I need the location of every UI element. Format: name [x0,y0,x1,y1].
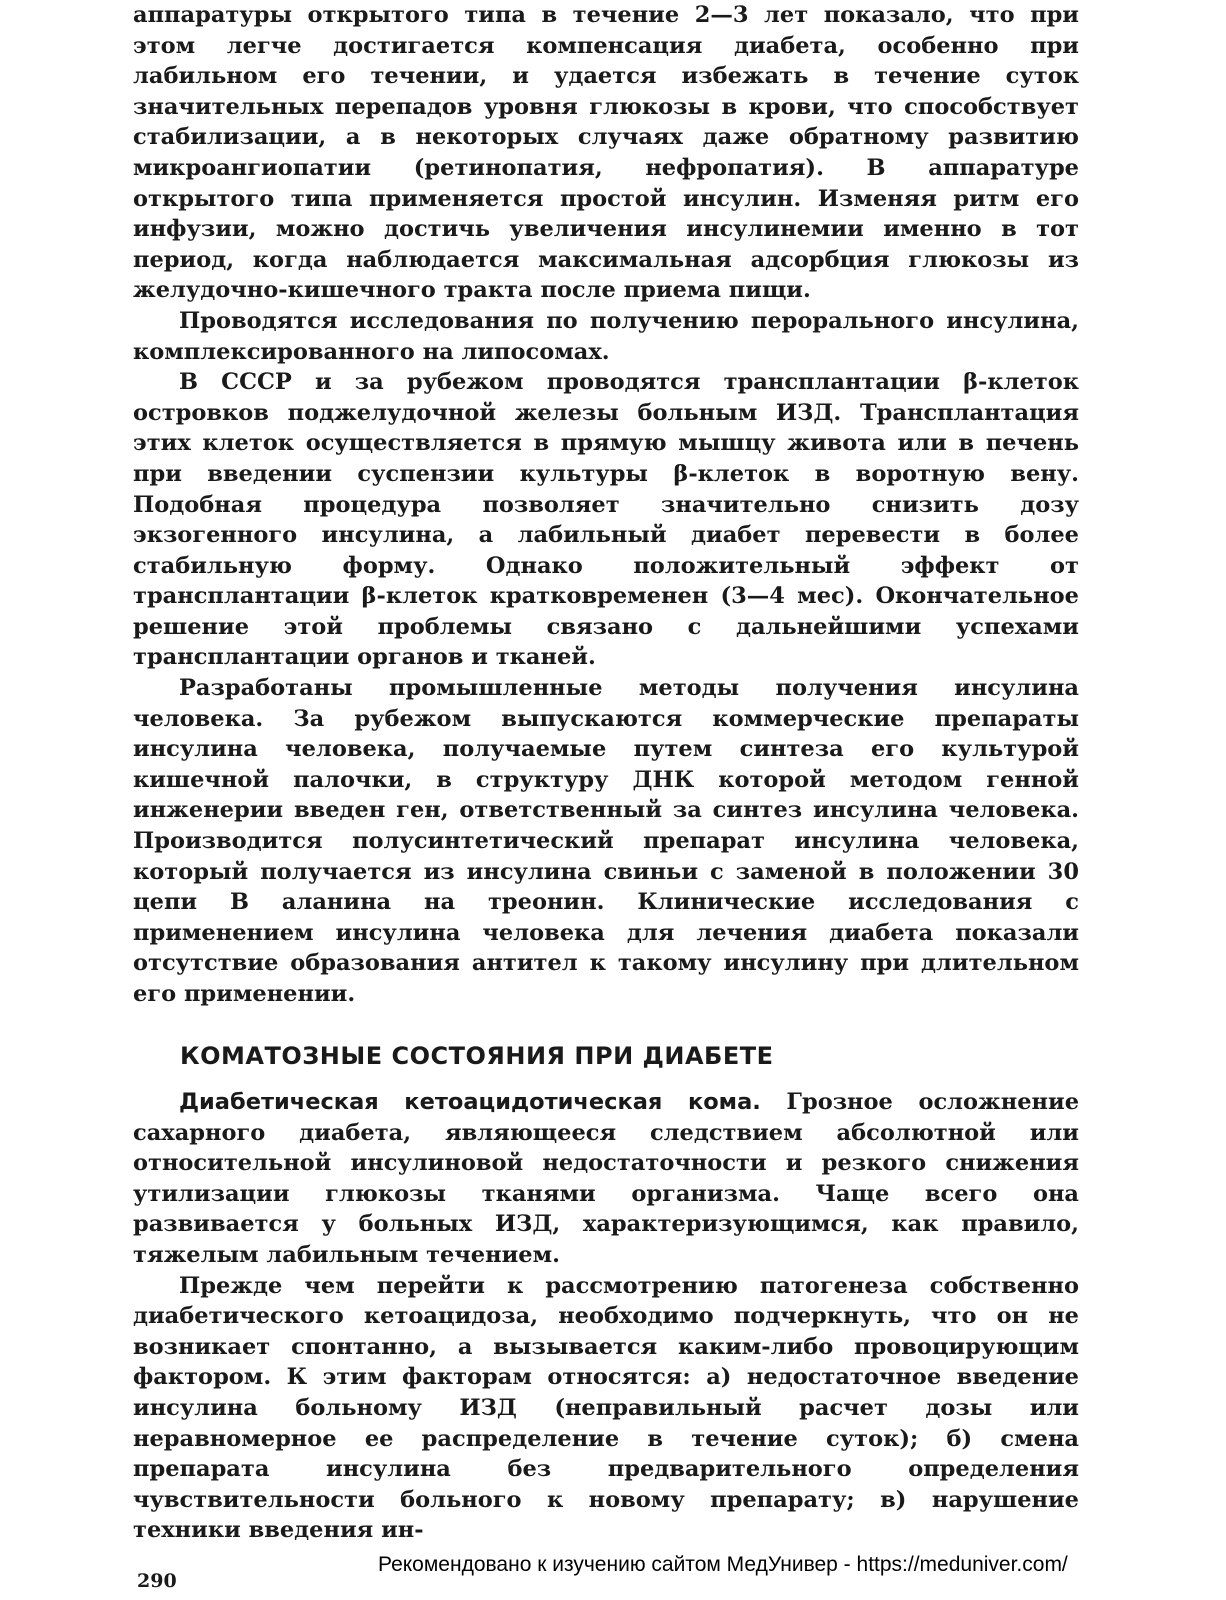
body-text-bottom [133,1087,1079,1546]
paragraph-transplantation: В СССР и за рубежом проводятся трансплантации β-клеток островков поджелудочной железы больным ИЗД. Трансплантация этих клеток осуществляется в прямую мышцу живота или в печень при введении суспензии культуры β-клеток в воротную вену. Подобная процедура позволяет значительно снизить дозу экзогенного инсулина, а лабильный диабет перевести в более стабильную форму. Однако положительный эффект от трансплантации β-клеток кратковременен (3—4 мес). Окончательное решение этой проблемы связано с дальнейшими успехами трансплантации органов и тканей. [133,369,1079,671]
page-number: 290 [137,1570,177,1592]
paragraph-provoking-factors: Прежде чем перейти к рассмотрению патогенеза собственно диабетического кетоацидоза, необходимо подчеркнуть, что он не возникает спонтанно, а вызывается каким-либо провоцирующим фактором. К этим факторам относятся: а) недостаточное введение инсулина больному ИЗД (неправильный расчет дозы или неравномерное ее распределение в течение суток); б) смена препарата инсулина без предварительного определения чувствительности больного к новому препарату; в) нарушение техники введения ин- [133,1272,1079,1544]
paragraph-ketoacidotic-coma [133,1087,1079,1271]
body-text-top [133,0,1079,1010]
paragraph-human-insulin: Разработаны промышленные методы получения инсулина человека. За рубежом выпускаются коммерческие препараты инсулина человека, получаемые путем синтеза его культурой кишечной палочки, в структуру ДНК которой методом генной инженерии введен ген, ответственный за синтез инсулина человека. Производится полусинтетический препарат инсулина человека, который получается из инсулина свиньи с заменой в положении 30 цепи В аланина на треонин. Клинические исследования с применением инсулина человека для лечения диабета показали отсутствие образования антител к такому инсулину при длительном его применении. [133,675,1079,1007]
paragraph-continued: аппаратуры открытого типа в течение 2—3 лет показало, что при этом легче достигается компенсация диабета, особенно при лабильном его течении, и удается избежать в течение суток значительных перепадов уровня глюкозы в крови, что способствует стабилизации, а в некоторых случаях даже обратному развитию микроангиопатии (ретинопатия, нефропатия). В аппаратуре открытого типа применяется простой инсулин. Изменяя ритм его инфузии, можно достичь увеличения инсулинемии именно в тот период, когда наблюдается максимальная адсорбция глюкозы из желудочно-кишечного тракта после приема пищи. [133,2,1079,304]
run-in-heading: Диабетическая кетоацидотическая кома. [179,1089,761,1115]
section-heading: КОМАТОЗНЫЕ СОСТОЯНИЯ ПРИ ДИАБЕТЕ [180,1042,774,1070]
paragraph-oral-insulin: Проводятся исследования по получению перорального инсулина, комплексированного на липосомах. [133,307,1079,365]
paragraph-body: Грозное осложнение сахарного диабета, являющееся следствием абсолютной или относительной инсулиновой недостаточности и резкого снижения утилизации глюкозы тканями организма. Чаще всего она развивается у больных ИЗД, характеризующимся, как правило, тяжелым лабильным течением. [133,1089,1080,1268]
site-watermark: Рекомендовано к изучению сайтом МедУнивер - https://meduniver.com/ [378,1553,1068,1576]
